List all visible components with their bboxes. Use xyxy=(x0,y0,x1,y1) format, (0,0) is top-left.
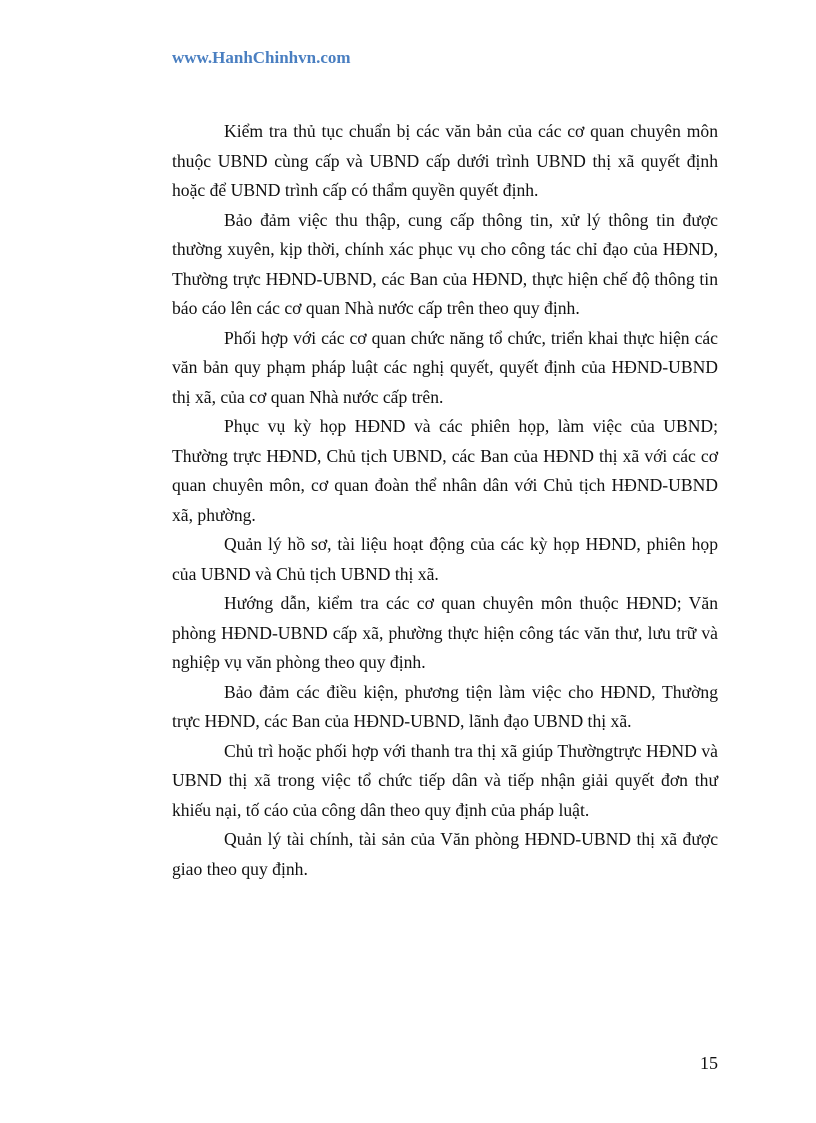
page-number: 15 xyxy=(700,1053,718,1073)
paragraph: Bảo đảm việc thu thập, cung cấp thông tin, xử lý thông tin được thường xuyên, kịp thời, chính xác phục vụ cho công tác chỉ đạo của HĐND, Thường trực HĐND-UBND, các Ban của HĐND, thực hiện chế độ thông tin báo cáo lên các cơ quan Nhà nước cấp trên theo quy định. xyxy=(172,209,718,318)
paragraph: Hướng dẫn, kiểm tra các cơ quan chuyên môn thuộc HĐND; Văn phòng HĐND-UBND cấp xã, phường thực hiện công tác văn thư, lưu trữ và nghiệp vụ văn phòng theo quy định. xyxy=(172,593,718,672)
header-site-link[interactable]: www.HanhChinhvn.com xyxy=(172,48,351,67)
paragraph: Quản lý hồ sơ, tài liệu hoạt động của các kỳ họp HĐND, phiên họp của UBND và Chủ tịch UBND thị xã. xyxy=(172,534,718,584)
paragraph: Chủ trì hoặc phối hợp với thanh tra thị xã giúp Thườngtrực HĐND và UBND thị xã trong việc tổ chức tiếp dân và tiếp nhận giải quyết đơn thư khiếu nại, tố cáo của công dân theo quy định của pháp luật. xyxy=(172,740,718,820)
paragraph: Phối hợp với các cơ quan chức năng tổ chức, triển khai thực hiện các văn bản quy phạm pháp luật các nghị quyết, quyết định của HĐND-UBND thị xã, của cơ quan Nhà nước cấp trên. xyxy=(172,327,718,407)
paragraph: Phục vụ kỳ họp HĐND và các phiên họp, làm việc của UBND; Thường trực HĐND, Chủ tịch UBND, các Ban của HĐND thị xã với các cơ quan chuyên môn, cơ quan đoàn thể nhân dân với Chủ tịch HĐND-UBND xã, phường. xyxy=(172,416,718,525)
document-body xyxy=(172,117,718,884)
paragraph: Kiểm tra thủ tục chuẩn bị các văn bản của các cơ quan chuyên môn thuộc UBND cùng cấp và UBND cấp dưới trình UBND thị xã quyết định hoặc để UBND trình cấp có thẩm quyền quyết định. xyxy=(172,121,718,200)
paragraph: Bảo đảm các điều kiện, phương tiện làm việc cho HĐND, Thường trực HĐND, các Ban của HĐND-UBND, lãnh đạo UBND thị xã. xyxy=(172,681,718,731)
paragraph: Quản lý tài chính, tài sản của Văn phòng HĐND-UBND thị xã được giao theo quy định. xyxy=(172,829,718,879)
